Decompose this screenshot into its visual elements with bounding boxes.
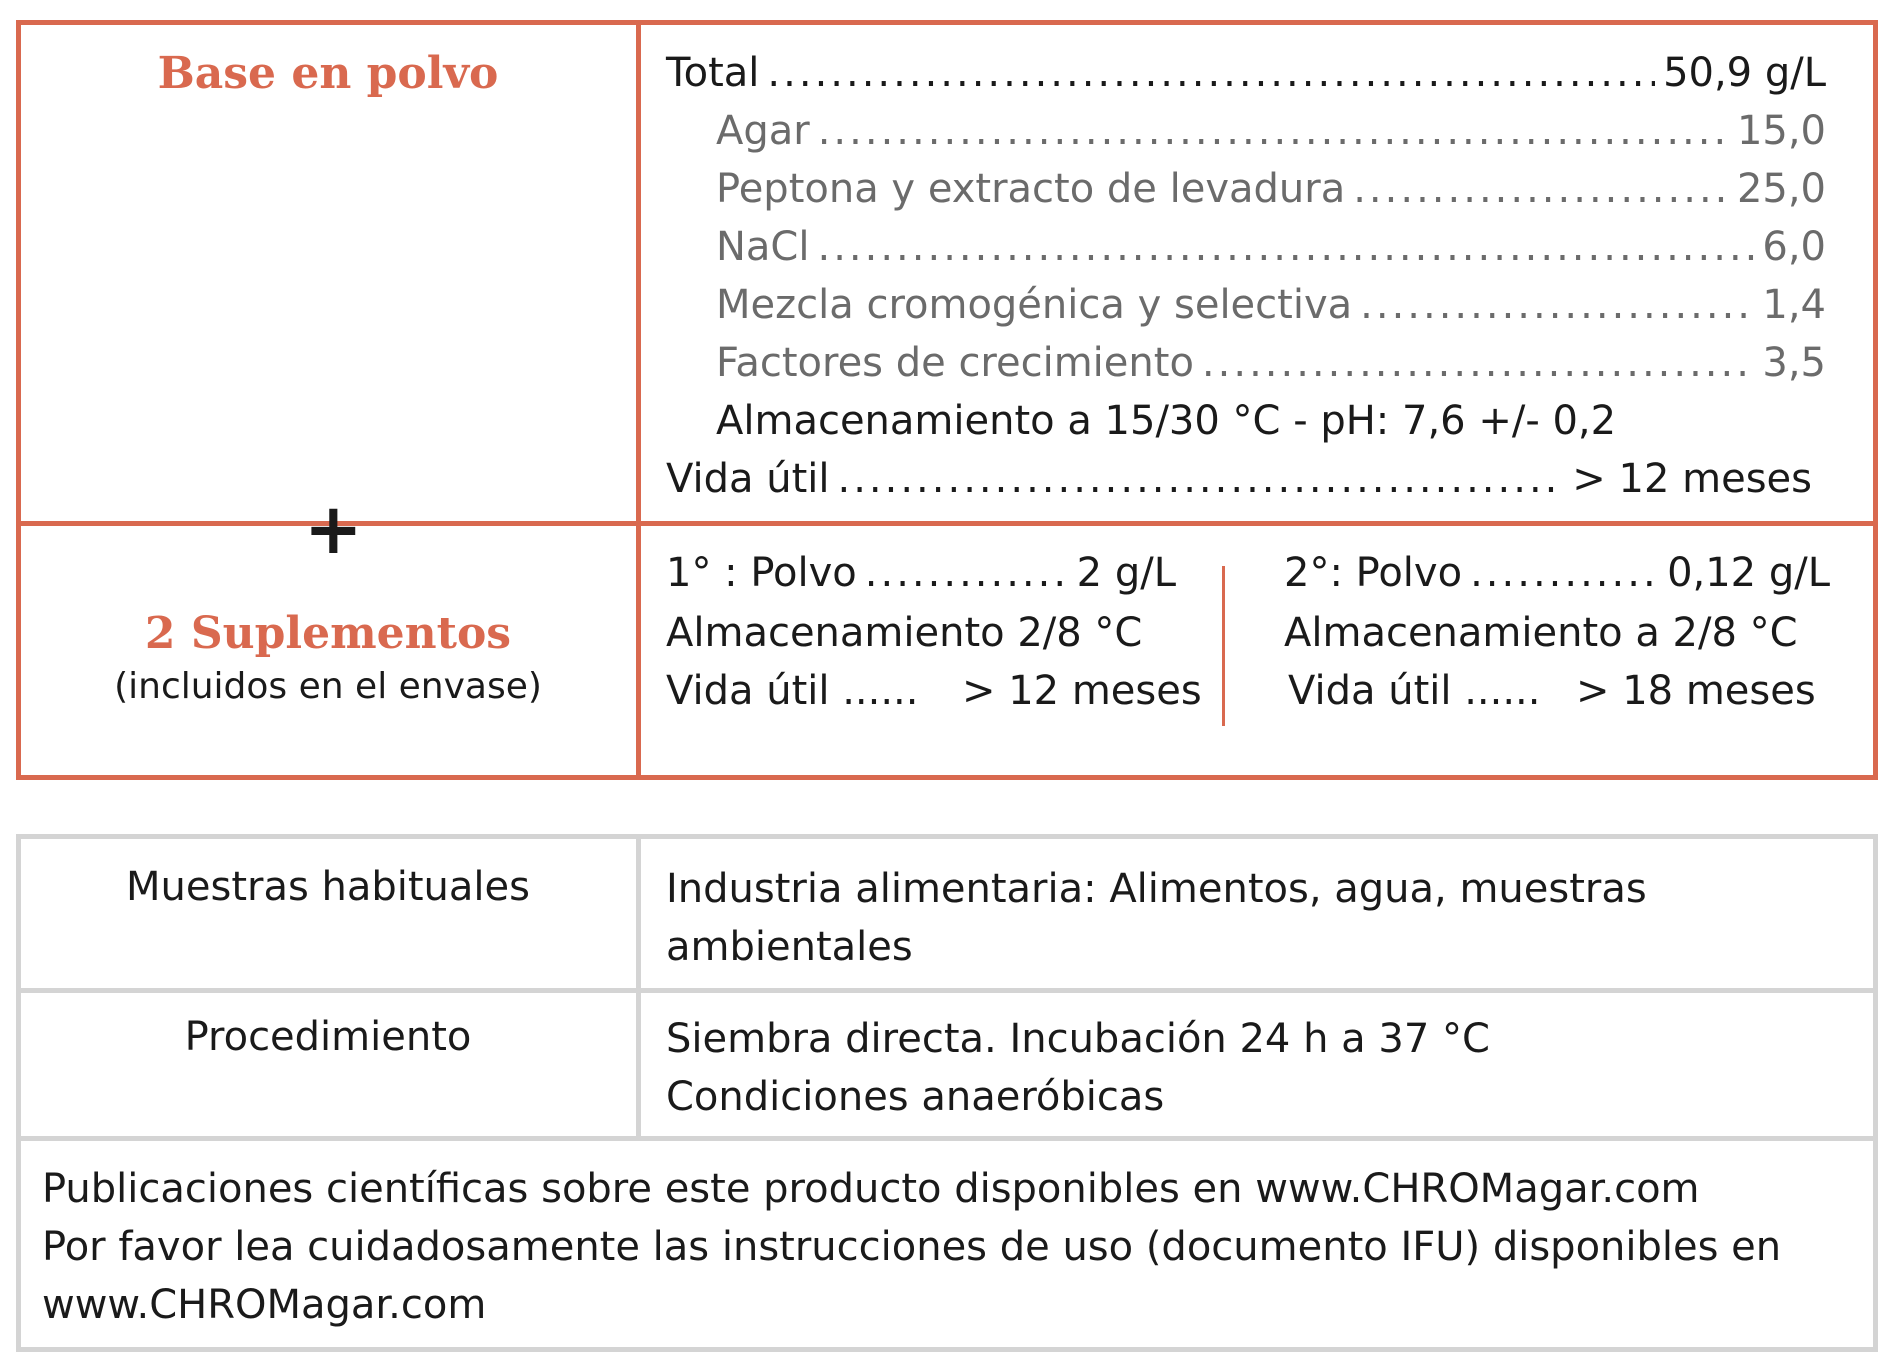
samples-label: Muestras habituales bbox=[126, 864, 530, 910]
footer-line-2: Por favor lea cuidadosamente las instrucciones de uso (documento IFU) disponibles en bbox=[42, 1224, 1782, 1270]
supplement-2-powder bbox=[1284, 550, 1830, 596]
ingredient-value: 25,0 bbox=[1736, 166, 1826, 212]
ingredient-row bbox=[716, 282, 1826, 328]
info-divider-horizontal bbox=[16, 988, 1878, 993]
info-divider-horizontal bbox=[16, 1136, 1878, 1141]
dot-leader bbox=[1353, 166, 1729, 212]
ingredient-row bbox=[716, 166, 1826, 212]
dot-leader bbox=[818, 108, 1729, 154]
supplements-title: 2 Suplementos bbox=[144, 608, 512, 659]
composition-divider-horizontal bbox=[16, 521, 1878, 526]
base-title: Base en polvo bbox=[157, 48, 499, 99]
procedure-label: Procedimiento bbox=[184, 1014, 472, 1060]
footer-line-3: www.CHROMagar.com bbox=[42, 1282, 487, 1328]
shelf-life-label: Vida útil bbox=[666, 456, 830, 502]
ingredient-row bbox=[716, 224, 1826, 270]
supplement-1-storage: Almacenamiento 2/8 °C bbox=[666, 610, 1143, 656]
ingredient-value: 15,0 bbox=[1736, 108, 1826, 154]
supplement-value: 0,12 g/L bbox=[1667, 550, 1830, 596]
footer-line-1: Publicaciones científicas sobre este producto disponibles en www.CHROMagar.com bbox=[42, 1166, 1700, 1212]
shelf-life-row bbox=[666, 456, 1812, 502]
dot-leader bbox=[1202, 340, 1754, 386]
procedure-value-line-1: Siembra directa. Incubación 24 h a 37 °C bbox=[666, 1016, 1490, 1062]
total-label: Total bbox=[666, 50, 760, 96]
storage-text: Almacenamiento a 15/30 °C - pH: 7,6 +/- 0,2 bbox=[716, 398, 1617, 444]
total-row bbox=[666, 50, 1826, 96]
ingredient-label: Factores de crecimiento bbox=[716, 340, 1194, 386]
supplement-2-shelf-life-label: Vida útil ...... bbox=[1288, 668, 1541, 714]
samples-value-line-2: ambientales bbox=[666, 924, 913, 970]
dot-leader bbox=[1360, 282, 1754, 328]
procedure-value-line-2: Condiciones anaeróbicas bbox=[666, 1074, 1165, 1120]
ingredient-row bbox=[716, 108, 1826, 154]
supplements-note: (incluidos en el envase) bbox=[114, 666, 542, 707]
ingredient-row bbox=[716, 340, 1826, 386]
supplement-label: 1° : Polvo bbox=[666, 550, 857, 596]
plus-sign: + bbox=[304, 488, 363, 570]
ingredient-value: 6,0 bbox=[1762, 224, 1826, 270]
composition-divider-vertical bbox=[636, 20, 641, 780]
ingredient-label: Peptona y extracto de levadura bbox=[716, 166, 1346, 212]
ingredient-value: 1,4 bbox=[1762, 282, 1826, 328]
dot-leader bbox=[837, 456, 1564, 502]
supplement-2-storage: Almacenamiento a 2/8 °C bbox=[1284, 610, 1798, 656]
ingredient-label: Mezcla cromogénica y selectiva bbox=[716, 282, 1353, 328]
supplement-2-shelf-life-value: > 18 meses bbox=[1576, 668, 1816, 714]
ingredient-value: 3,5 bbox=[1762, 340, 1826, 386]
supplement-1-powder bbox=[666, 550, 1176, 596]
info-divider-vertical bbox=[636, 834, 641, 1140]
dot-leader bbox=[767, 50, 1655, 96]
dot-leader bbox=[817, 224, 1754, 270]
supplement-1-shelf-life-value: > 12 meses bbox=[962, 668, 1202, 714]
dot-leader bbox=[865, 550, 1069, 596]
supplement-value: 2 g/L bbox=[1076, 550, 1176, 596]
ingredient-label: Agar bbox=[716, 108, 810, 154]
ingredient-label: NaCl bbox=[716, 224, 810, 270]
total-value: 50,9 g/L bbox=[1663, 50, 1826, 96]
supplement-1-shelf-life-label: Vida útil ...... bbox=[666, 668, 919, 714]
dot-leader bbox=[1470, 550, 1659, 596]
supplements-divider bbox=[1222, 566, 1225, 726]
shelf-life-value: > 12 meses bbox=[1572, 456, 1812, 502]
samples-value-line-1: Industria alimentaria: Alimentos, agua, muestras bbox=[666, 866, 1647, 912]
supplement-label: 2°: Polvo bbox=[1284, 550, 1463, 596]
